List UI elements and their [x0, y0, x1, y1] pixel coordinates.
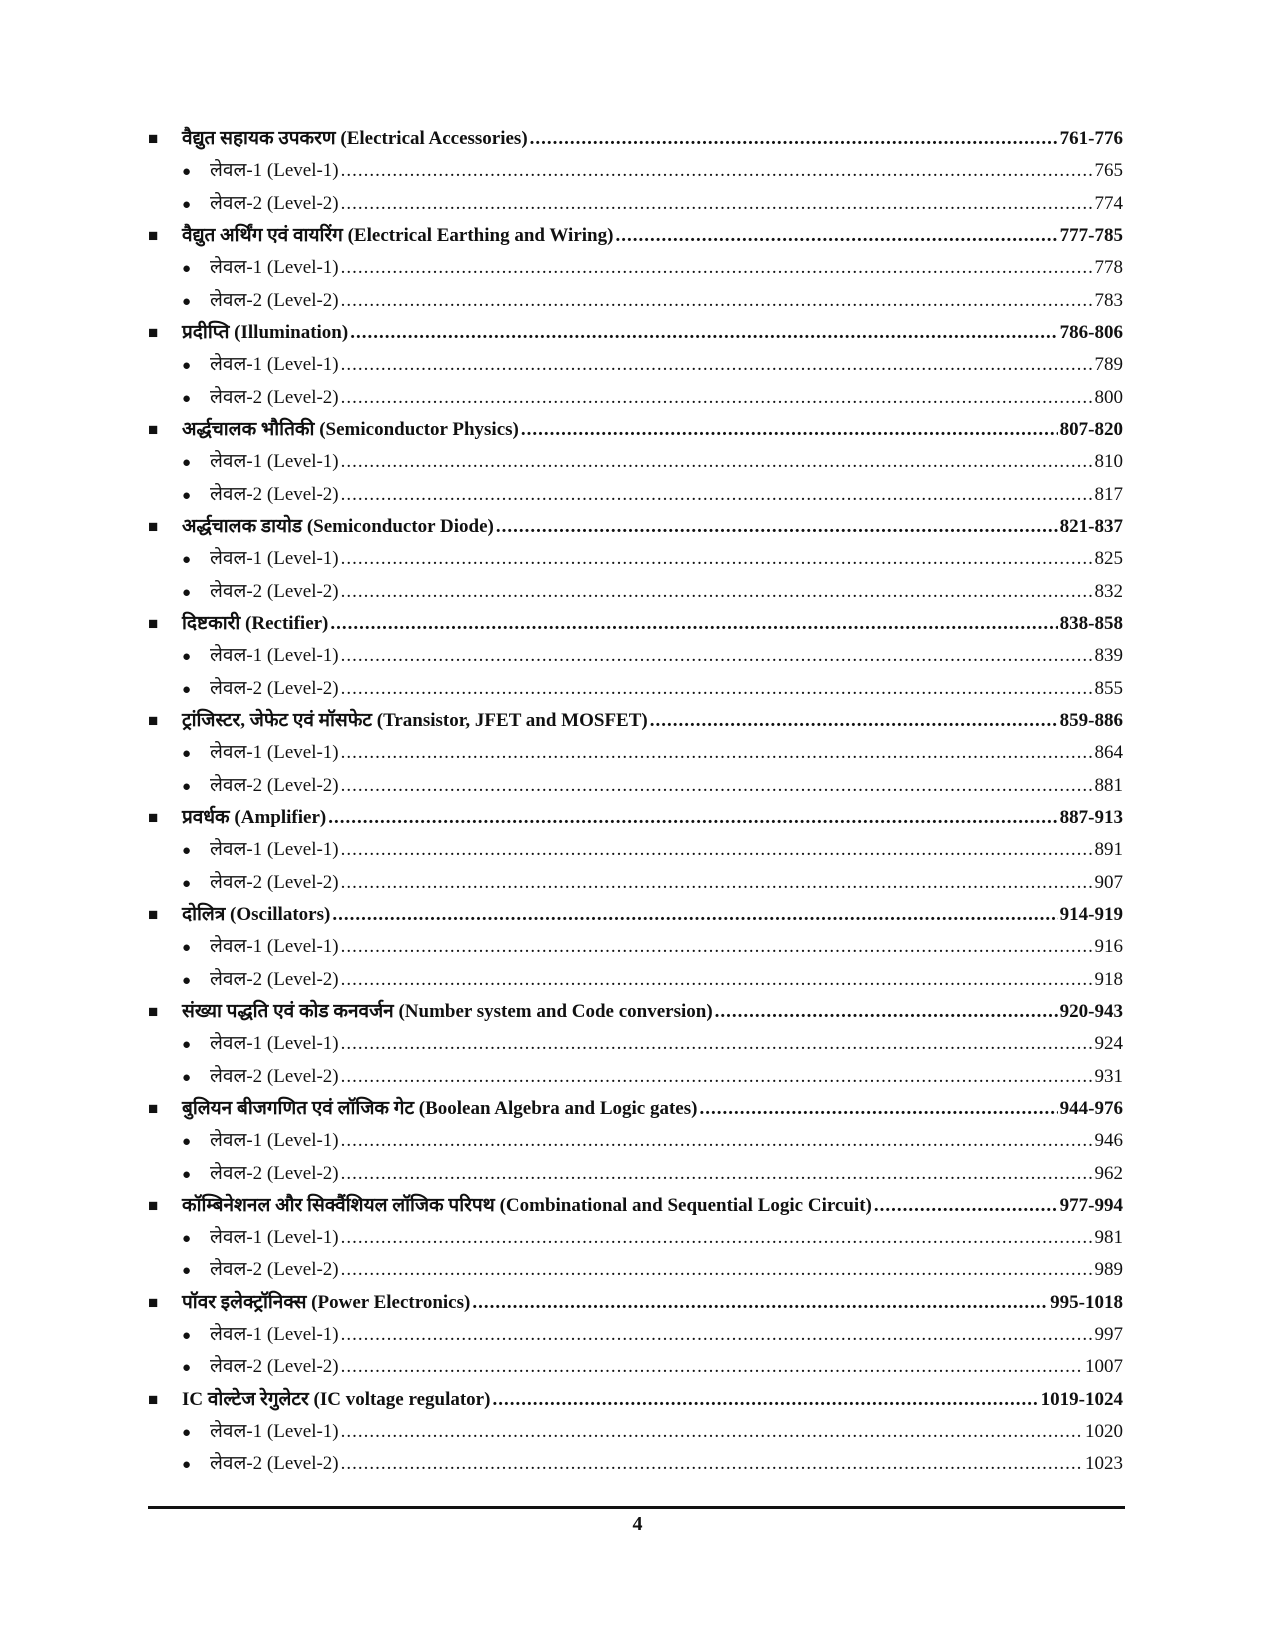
dot-leader: [341, 673, 1093, 705]
footer-rule: [148, 1506, 1125, 1509]
level-label: लेवल-1 (Level-1): [210, 1324, 339, 1346]
dot-leader: [341, 1222, 1093, 1254]
level-page: 1007: [1085, 1356, 1123, 1378]
level-page: 931: [1094, 1065, 1123, 1087]
level-label: लेवल-2 (Level-2): [210, 192, 339, 214]
level-label: लेवल-2 (Level-2): [210, 1453, 339, 1475]
square-bullet-icon: ■: [148, 1389, 159, 1409]
toc-chapter-entry[interactable]: [148, 511, 1123, 543]
chapter-title: दिष्टकारी (Rectifier): [182, 612, 329, 634]
level-label: लेवल-1 (Level-1): [210, 1227, 339, 1249]
level-label: लेवल-2 (Level-2): [210, 1259, 339, 1281]
dot-leader: [530, 123, 1058, 155]
dot-leader: [332, 899, 1057, 931]
toc-level-entry[interactable]: [148, 770, 1123, 802]
dot-leader: [341, 252, 1093, 284]
dot-leader: [715, 996, 1058, 1028]
toc-level-entry[interactable]: [148, 479, 1123, 511]
round-bullet-icon: ●: [182, 552, 192, 569]
level-label: लेवल-2 (Level-2): [210, 677, 339, 699]
round-bullet-icon: ●: [182, 261, 192, 278]
square-bullet-icon: ■: [148, 1001, 159, 1021]
toc-level-entry[interactable]: [148, 252, 1123, 284]
round-bullet-icon: ●: [182, 1425, 192, 1442]
toc-level-entry[interactable]: [148, 964, 1123, 996]
toc-chapter-entry[interactable]: [148, 220, 1123, 252]
level-label: लेवल-1 (Level-1): [210, 936, 339, 958]
level-page: 783: [1094, 289, 1123, 311]
chapter-page-range: 821-837: [1059, 515, 1123, 537]
toc-chapter-entry[interactable]: [148, 705, 1123, 737]
level-page: 1023: [1085, 1453, 1123, 1475]
dot-leader: [341, 867, 1093, 899]
toc-level-entry[interactable]: [148, 834, 1123, 866]
toc-level-entry[interactable]: [148, 867, 1123, 899]
dot-leader: [699, 1093, 1057, 1125]
chapter-page-range: 944-976: [1059, 1097, 1123, 1119]
dot-leader: [874, 1190, 1058, 1222]
chapter-page-range: 838-858: [1059, 612, 1123, 634]
level-label: लेवल-2 (Level-2): [210, 289, 339, 311]
level-page: 989: [1094, 1259, 1123, 1281]
chapter-page-range: 887-913: [1059, 806, 1123, 828]
dot-leader: [650, 705, 1058, 737]
dot-leader: [521, 414, 1058, 446]
level-page: 881: [1094, 774, 1123, 796]
round-bullet-icon: ●: [182, 358, 192, 375]
level-label: लेवल-2 (Level-2): [210, 774, 339, 796]
chapter-title: पॉवर इलेक्ट्रॉनिक्स (Power Electronics): [182, 1291, 471, 1313]
toc-level-entry[interactable]: [148, 382, 1123, 414]
toc-chapter-entry[interactable]: [148, 123, 1123, 155]
toc-level-entry[interactable]: [148, 1222, 1123, 1254]
square-bullet-icon: ■: [148, 1292, 159, 1312]
chapter-title: IC वोल्टेज रेगुलेटर (IC voltage regulator): [182, 1388, 491, 1410]
dot-leader: [341, 1351, 1083, 1383]
toc-level-entry[interactable]: [148, 1028, 1123, 1060]
dot-leader: [341, 285, 1093, 317]
chapter-page-range: 977-994: [1059, 1194, 1123, 1216]
level-page: 946: [1094, 1130, 1123, 1152]
dot-leader: [350, 317, 1057, 349]
level-label: लेवल-2 (Level-2): [210, 871, 339, 893]
round-bullet-icon: ●: [182, 293, 192, 310]
level-label: लेवल-1 (Level-1): [210, 1130, 339, 1152]
chapter-title: अर्द्धचालक भौतिकी (Semiconductor Physics): [182, 418, 519, 440]
toc-level-entry[interactable]: [148, 285, 1123, 317]
toc-level-entry[interactable]: [148, 1125, 1123, 1157]
dot-leader: [341, 1061, 1093, 1093]
toc-chapter-entry[interactable]: [148, 1287, 1123, 1319]
chapter-title: संख्या पद्धति एवं कोड कनवर्जन (Number system and Code conversion): [182, 1000, 713, 1022]
round-bullet-icon: ●: [182, 1166, 192, 1183]
chapter-page-range: 995-1018: [1050, 1291, 1123, 1313]
round-bullet-icon: ●: [182, 940, 192, 957]
round-bullet-icon: ●: [182, 972, 192, 989]
toc-level-entry[interactable]: [148, 673, 1123, 705]
level-page: 825: [1094, 548, 1123, 570]
round-bullet-icon: ●: [182, 843, 192, 860]
level-page: 778: [1094, 257, 1123, 279]
round-bullet-icon: ●: [182, 196, 192, 213]
round-bullet-icon: ●: [182, 1360, 192, 1377]
level-page: 864: [1094, 742, 1123, 764]
dot-leader: [341, 640, 1093, 672]
square-bullet-icon: ■: [148, 710, 159, 730]
dot-leader: [341, 1448, 1083, 1480]
dot-leader: [341, 1158, 1093, 1190]
level-label: लेवल-1 (Level-1): [210, 160, 339, 182]
dot-leader: [496, 511, 1058, 543]
chapter-page-range: 761-776: [1059, 128, 1123, 149]
round-bullet-icon: ●: [182, 1037, 192, 1054]
level-page: 765: [1094, 160, 1123, 182]
level-page: 891: [1094, 839, 1123, 861]
chapter-page-range: 914-919: [1059, 903, 1123, 925]
round-bullet-icon: ●: [182, 1134, 192, 1151]
dot-leader: [341, 349, 1093, 381]
round-bullet-icon: ●: [182, 487, 192, 504]
round-bullet-icon: ●: [182, 584, 192, 601]
square-bullet-icon: ■: [148, 807, 159, 827]
round-bullet-icon: ●: [182, 1069, 192, 1086]
level-label: लेवल-1 (Level-1): [210, 451, 339, 473]
level-label: लेवल-1 (Level-1): [210, 354, 339, 376]
level-label: लेवल-2 (Level-2): [210, 386, 339, 408]
dot-leader: [341, 1125, 1093, 1157]
round-bullet-icon: ●: [182, 390, 192, 407]
chapter-title: वैद्युत सहायक उपकरण (Electrical Accessories): [182, 128, 528, 149]
chapter-title: प्रवर्धक (Amplifier): [182, 806, 327, 828]
dot-leader: [341, 576, 1093, 608]
toc-chapter-entry[interactable]: [148, 317, 1123, 349]
toc-level-entry[interactable]: [148, 1061, 1123, 1093]
dot-leader: [341, 1254, 1093, 1286]
square-bullet-icon: ■: [148, 516, 159, 536]
level-label: लेवल-1 (Level-1): [210, 257, 339, 279]
round-bullet-icon: ●: [182, 1457, 192, 1474]
toc-chapter-entry[interactable]: [148, 802, 1123, 834]
dot-leader: [330, 608, 1057, 640]
round-bullet-icon: ●: [182, 1328, 192, 1345]
toc-level-entry[interactable]: [148, 1158, 1123, 1190]
dot-leader: [341, 188, 1093, 220]
chapter-title: कॉम्बिनेशनल और सिक्वैंशियल लॉजिक परिपथ (Combinational and Sequential Logic Circuit): [182, 1194, 872, 1216]
chapter-page-range: 859-886: [1059, 709, 1123, 731]
level-page: 918: [1094, 968, 1123, 990]
toc-chapter-entry[interactable]: [148, 414, 1123, 446]
level-page: 774: [1094, 192, 1123, 214]
dot-leader: [492, 1384, 1038, 1416]
chapter-page-range: 786-806: [1059, 321, 1123, 343]
level-page: 981: [1094, 1227, 1123, 1249]
chapter-page-range: 777-785: [1059, 224, 1123, 246]
toc-level-entry[interactable]: [148, 155, 1123, 187]
chapter-title: वैद्युत अर्थिंग एवं वायरिंग (Electrical Earthing and Wiring): [182, 224, 614, 246]
toc-level-entry[interactable]: [148, 640, 1123, 672]
toc-level-entry[interactable]: [148, 576, 1123, 608]
dot-leader: [341, 770, 1093, 802]
square-bullet-icon: ■: [148, 1195, 159, 1215]
table-of-contents: [148, 123, 1123, 1481]
toc-chapter-entry[interactable]: [148, 1093, 1123, 1125]
round-bullet-icon: ●: [182, 455, 192, 472]
level-page: 817: [1094, 483, 1123, 505]
chapter-page-range: 807-820: [1059, 418, 1123, 440]
dot-leader: [341, 1416, 1083, 1448]
toc-level-entry[interactable]: [148, 349, 1123, 381]
level-label: लेवल-1 (Level-1): [210, 742, 339, 764]
level-page: 789: [1094, 354, 1123, 376]
toc-level-entry[interactable]: [148, 188, 1123, 220]
toc-chapter-entry[interactable]: [148, 996, 1123, 1028]
level-label: लेवल-2 (Level-2): [210, 580, 339, 602]
level-page: 997: [1094, 1324, 1123, 1346]
round-bullet-icon: ●: [182, 746, 192, 763]
chapter-title: प्रदीप्ति (Illumination): [182, 321, 349, 343]
round-bullet-icon: ●: [182, 681, 192, 698]
level-page: 924: [1094, 1033, 1123, 1055]
toc-level-entry[interactable]: [148, 543, 1123, 575]
toc-level-entry[interactable]: [148, 1351, 1123, 1383]
toc-level-entry[interactable]: [148, 1254, 1123, 1286]
level-page: 907: [1094, 871, 1123, 893]
dot-leader: [341, 543, 1093, 575]
round-bullet-icon: ●: [182, 164, 192, 181]
dot-leader: [328, 802, 1057, 834]
round-bullet-icon: ●: [182, 875, 192, 892]
dot-leader: [472, 1287, 1048, 1319]
toc-chapter-entry[interactable]: [148, 899, 1123, 931]
round-bullet-icon: ●: [182, 778, 192, 795]
toc-level-entry[interactable]: [148, 446, 1123, 478]
dot-leader: [341, 1028, 1093, 1060]
toc-chapter-entry[interactable]: [148, 1384, 1123, 1416]
dot-leader: [615, 220, 1057, 252]
square-bullet-icon: ■: [148, 322, 159, 342]
level-label: लेवल-1 (Level-1): [210, 645, 339, 667]
dot-leader: [341, 479, 1093, 511]
chapter-page-range: 1019-1024: [1040, 1388, 1123, 1410]
level-label: लेवल-1 (Level-1): [210, 548, 339, 570]
level-page: 800: [1094, 386, 1123, 408]
dot-leader: [341, 737, 1093, 769]
level-label: लेवल-2 (Level-2): [210, 1162, 339, 1184]
dot-leader: [341, 382, 1093, 414]
level-page: 810: [1094, 451, 1123, 473]
level-label: लेवल-1 (Level-1): [210, 839, 339, 861]
chapter-title: बुलियन बीजगणित एवं लॉजिक गेट (Boolean Algebra and Logic gates): [182, 1097, 698, 1119]
round-bullet-icon: ●: [182, 1263, 192, 1280]
square-bullet-icon: ■: [148, 225, 159, 245]
level-page: 916: [1094, 936, 1123, 958]
square-bullet-icon: ■: [148, 129, 159, 148]
level-label: लेवल-2 (Level-2): [210, 483, 339, 505]
toc-level-entry[interactable]: [148, 1319, 1123, 1351]
level-page: 855: [1094, 677, 1123, 699]
level-page: 962: [1094, 1162, 1123, 1184]
dot-leader: [341, 155, 1093, 187]
toc-chapter-entry[interactable]: [148, 1190, 1123, 1222]
toc-chapter-entry[interactable]: [148, 608, 1123, 640]
toc-level-entry[interactable]: [148, 737, 1123, 769]
dot-leader: [341, 964, 1093, 996]
dot-leader: [341, 1319, 1093, 1351]
round-bullet-icon: ●: [182, 1231, 192, 1248]
level-label: लेवल-1 (Level-1): [210, 1033, 339, 1055]
level-label: लेवल-2 (Level-2): [210, 1356, 339, 1378]
chapter-title: ट्रांजिस्टर, जेफेट एवं मॉसफेट (Transistor, JFET and MOSFET): [182, 709, 648, 731]
toc-level-entry[interactable]: [148, 931, 1123, 963]
toc-level-entry[interactable]: [148, 1416, 1123, 1448]
dot-leader: [341, 834, 1093, 866]
dot-leader: [341, 446, 1093, 478]
chapter-page-range: 920-943: [1059, 1000, 1123, 1022]
level-page: 839: [1094, 645, 1123, 667]
chapter-title: अर्द्धचालक डायोड (Semiconductor Diode): [182, 515, 494, 537]
toc-level-entry[interactable]: [148, 1448, 1123, 1480]
page-number: 4: [632, 1513, 643, 1535]
level-page: 832: [1094, 580, 1123, 602]
square-bullet-icon: ■: [148, 419, 159, 439]
level-label: लेवल-2 (Level-2): [210, 1065, 339, 1087]
square-bullet-icon: ■: [148, 904, 159, 924]
level-label: लेवल-2 (Level-2): [210, 968, 339, 990]
square-bullet-icon: ■: [148, 1098, 159, 1118]
chapter-title: दोलित्र (Oscillators): [182, 903, 331, 925]
round-bullet-icon: ●: [182, 649, 192, 666]
level-label: लेवल-1 (Level-1): [210, 1421, 339, 1443]
square-bullet-icon: ■: [148, 613, 159, 633]
level-page: 1020: [1085, 1421, 1123, 1443]
dot-leader: [341, 931, 1093, 963]
